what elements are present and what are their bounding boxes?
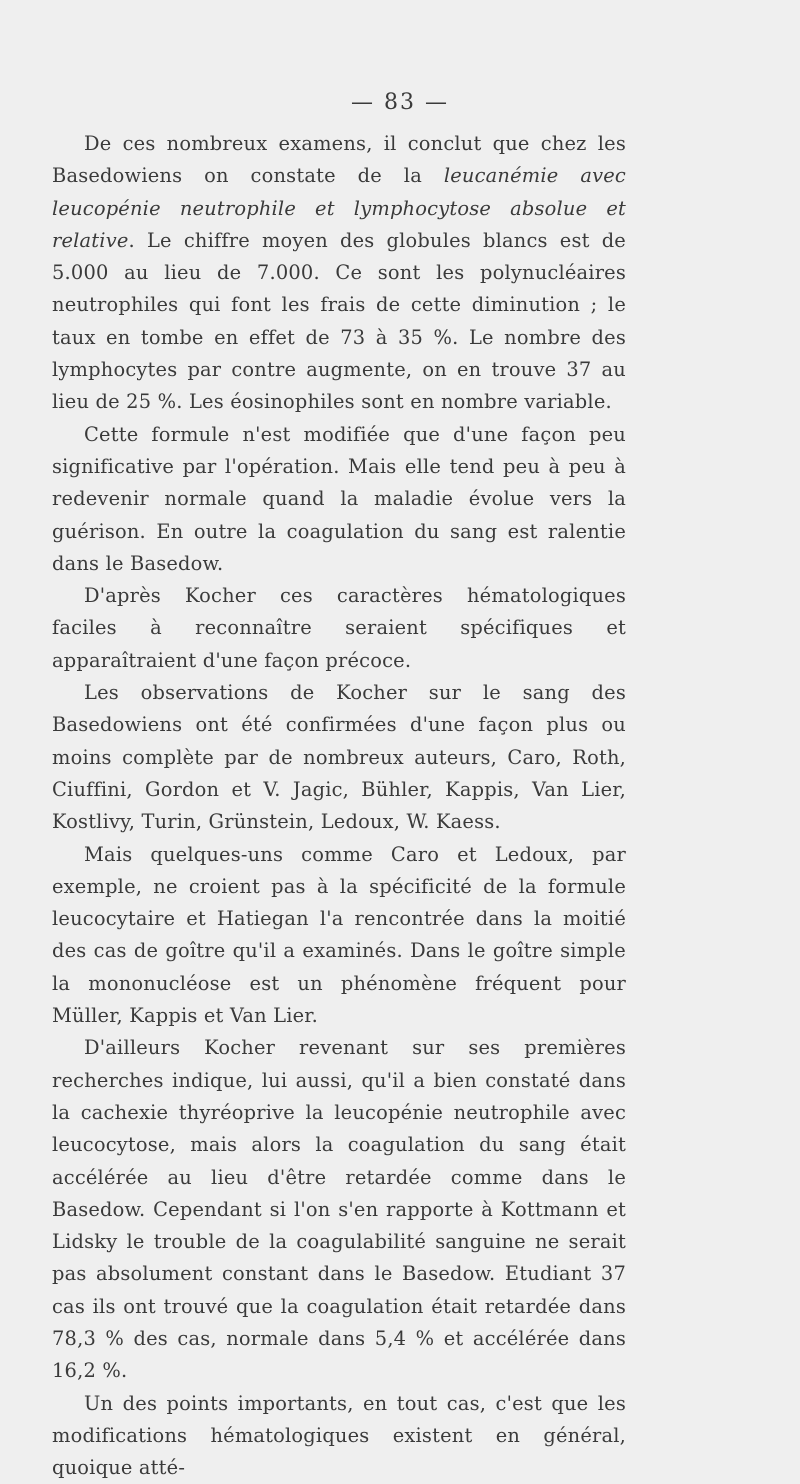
paragraph-1-italic: leucanémie avec leucopénie neutrophile et lymphocytose absolue et relative: [52, 164, 626, 252]
paragraph-1: [52, 128, 626, 419]
paragraph-6-text: D'ailleurs Kocher revenant sur ses premières recherches indique, lui aussi, qu'il a bien constaté dans la cachexie thyréoprive la leucopénie neutrophile avec leucocytose, mais alors la coagulation du sang était accélérée au lieu d'être retardée comme dans le Basedow. Cependant si l'on s'en rapporte à Kottmann et Lidsky le trouble de la coagulabilité sanguine ne serait pas absolument constant dans le Basedow. Etudiant 37 cas ils ont trouvé que la coagulation était retardée dans 78,3 % des cas, normale dans 5,4 % et accélérée dans 16,2 %.: [52, 1036, 626, 1383]
paragraph-3-text: D'après Kocher ces caractères hématologiques faciles à reconnaître seraient spécifiques et apparaîtraient d'une façon précoce.: [52, 584, 626, 672]
paragraph-1-text-a: De ces nombreux examens, il conclut que chez les Basedowiens on constate de la: [52, 132, 626, 188]
body-text: [52, 128, 626, 1484]
paragraph-5-text: Mais quelques-uns comme Caro et Ledoux, par exemple, ne croient pas à la spécificité de la formule leucocytaire et Hatiegan l'a rencontrée dans la moitié des cas de goître qu'il a examinés. Dans le goître simple la mononucléose est un phénomène fréquent pour Müller, Kappis et Van Lier.: [52, 842, 626, 1028]
paragraph-7: [52, 1388, 626, 1484]
paragraph-5: [52, 839, 626, 1033]
paragraph-7-text: Un des points importants, en tout cas, c'est que les modifications hématologiques existent en général, quoique atté-: [52, 1391, 626, 1480]
page-number: — 83 —: [351, 90, 449, 115]
paragraph-2: [52, 419, 626, 580]
paragraph-4: [52, 677, 626, 838]
paragraph-1-text-b: . Le chiffre moyen des globules blancs est de 5.000 au lieu de 7.000. Ce sont les polynucléaires neutrophiles qui font les frais de cette diminution ; le taux en tombe en effet de 73 à 35 %. Le nombre des lymphocytes par contre augmente, on en trouve 37 au lieu de 25 %. Les éosinophiles sont en nombre variable.: [52, 228, 626, 414]
paragraph-6: [52, 1032, 626, 1387]
paragraph-4-text: Les observations de Kocher sur le sang des Basedowiens ont été confirmées d'une façon plus ou moins complète par de nombreux auteurs, Caro, Roth, Ciuffini, Gordon et V. Jagic, Bühler, Kappis, Van Lier, Kostlivy, Turin, Grünstein, Ledoux, W. Kaess.: [52, 681, 626, 834]
paragraph-2-text: Cette formule n'est modifiée que d'une façon peu significative par l'opération. Mais elle tend peu à peu à redevenir normale quand la maladie évolue vers la guérison. En outre la coagulation du sang est ralentie dans le Basedow.: [52, 422, 626, 575]
paragraph-3: [52, 580, 626, 677]
